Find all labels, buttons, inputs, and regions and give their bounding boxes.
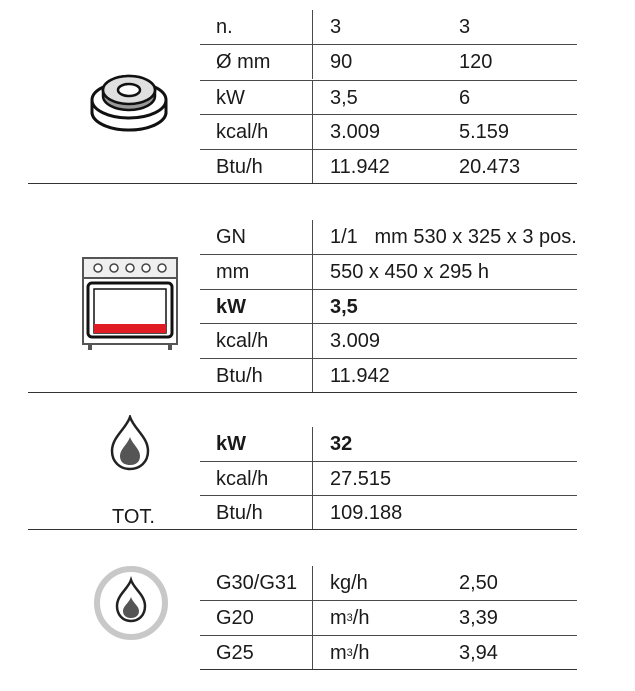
param-label: GN [216, 225, 246, 248]
table-row [200, 462, 577, 496]
param-label: kW [216, 295, 246, 318]
value-2: 5.159 [459, 120, 510, 143]
value-1: 90 [330, 50, 353, 73]
gas-burner-icon [88, 60, 170, 145]
value-1: 11.942 [330, 364, 390, 387]
param-label: kcal/h [216, 467, 269, 490]
gas-unit: kg/h [330, 571, 368, 594]
table-row [200, 324, 577, 358]
value-1: 550 x 450 x 295 h [330, 260, 490, 283]
value-1: 3.009 [330, 329, 381, 352]
table-row [200, 255, 577, 289]
section-divider [28, 183, 577, 184]
value-2: 20.473 [459, 155, 521, 178]
table-row [200, 427, 577, 461]
table-row [200, 115, 577, 149]
param-label: kW [216, 432, 246, 455]
value-1: 3,5 [330, 295, 358, 318]
value-1: 109.188 [330, 501, 403, 524]
table-row [200, 10, 577, 44]
gas-type-icon [92, 564, 170, 647]
table-row [200, 601, 577, 635]
oven-section [0, 218, 577, 390]
gas-value: 3,39 [459, 606, 498, 629]
section-divider [28, 392, 577, 393]
value-1: 32 [330, 432, 353, 455]
param-label: Ø mm [216, 50, 271, 73]
table-row [200, 359, 577, 393]
value-1: 3 [330, 15, 342, 38]
table-row [200, 566, 577, 600]
gas-value: 2,50 [459, 571, 498, 594]
gas-oven-icon [81, 256, 179, 357]
param-label: Btu/h [216, 155, 263, 178]
total-label: TOT. [112, 506, 155, 528]
gas-label: G25 [216, 641, 254, 664]
value-2: 3 [459, 15, 471, 38]
param-label: kW [216, 86, 245, 109]
param-label: Btu/h [216, 364, 263, 387]
total-section [0, 425, 577, 529]
param-label: n. [216, 15, 233, 38]
table-row [200, 636, 577, 670]
param-label: kcal/h [216, 329, 269, 352]
value-2: 6 [459, 86, 471, 109]
table-row [200, 496, 577, 530]
table-row [200, 150, 577, 184]
table-row [200, 220, 577, 254]
gas-unit: m 3 /h [330, 606, 370, 629]
flame-icon [110, 415, 150, 476]
burners-section [0, 8, 577, 184]
gas-label: G20 [216, 606, 254, 629]
value-1: 27.515 [330, 467, 392, 490]
value-1: 3.009 [330, 120, 381, 143]
param-label: kcal/h [216, 120, 269, 143]
gas-unit: m 3 /h [330, 641, 370, 664]
section-divider [28, 529, 577, 530]
table-row [200, 45, 577, 79]
section-divider [200, 669, 577, 670]
value-1: 11.942 [330, 155, 390, 178]
table-row [200, 81, 577, 115]
param-label: mm [216, 260, 250, 283]
gas-value: 3,94 [459, 641, 498, 664]
value-1: 3,5 [330, 86, 358, 109]
param-label: Btu/h [216, 501, 263, 524]
value-2: 120 [459, 50, 493, 73]
table-row [200, 290, 577, 324]
gas-section [0, 564, 577, 672]
value-1: 1/1 mm 530 x 325 x 3 pos. [330, 225, 577, 248]
gas-label: G30/G31 [216, 571, 298, 594]
